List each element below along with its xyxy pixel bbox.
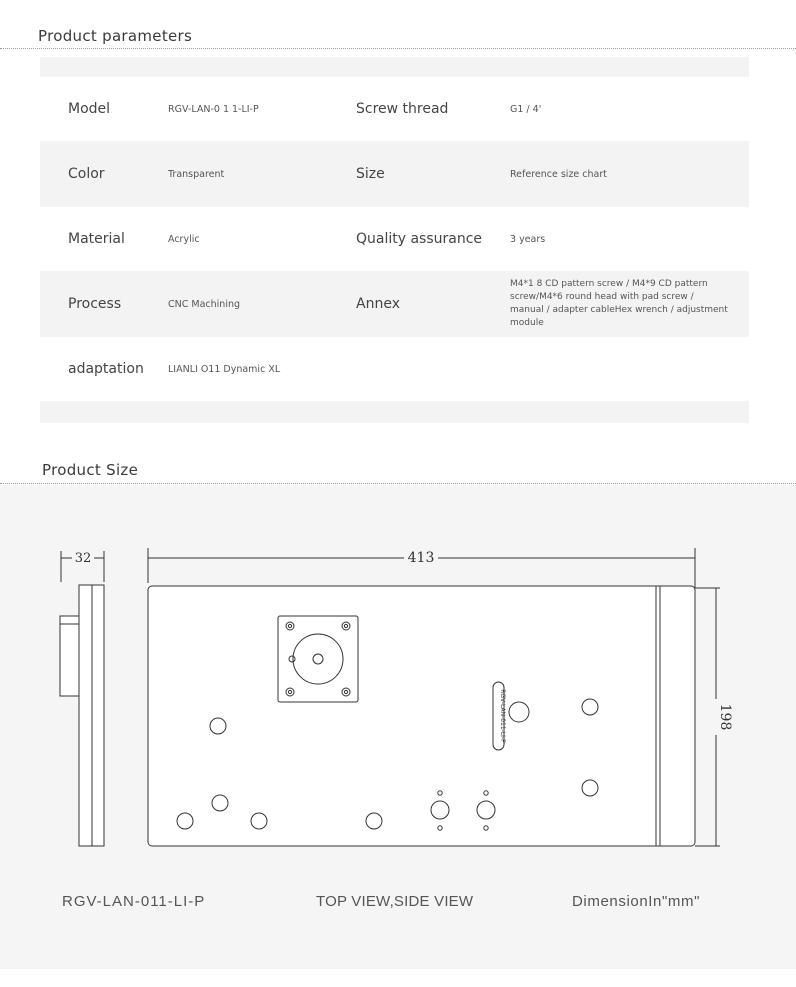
row-value: LIANLI O11 Dynamic XL xyxy=(168,363,281,375)
row-label: adaptation xyxy=(68,361,144,377)
row-value: Transparent xyxy=(168,168,225,180)
annex-line: manual / adapter cableHex wrench / adjustment xyxy=(510,305,728,315)
dim-side-label: 32 xyxy=(74,551,92,566)
row-label: Model xyxy=(68,101,111,117)
row-value: RGV-LAN-0 1 1-LI-P xyxy=(168,103,259,115)
annex-line: screw/M4*6 round head with pad screw / xyxy=(510,292,694,302)
caption-unit: DimensionIn"mm" xyxy=(572,893,701,910)
engraving-logo: RGV-LAN-011-LI-P xyxy=(499,689,506,743)
row-label: Size xyxy=(356,166,385,182)
side-view xyxy=(60,585,104,846)
dim-width-label: 413 xyxy=(407,550,435,566)
parameters-title: Product parameters xyxy=(38,27,193,45)
top-view xyxy=(148,586,695,846)
row-label: Quality assurance xyxy=(356,231,483,247)
caption-view: TOP VIEW,SIDE VIEW xyxy=(316,893,474,910)
row-label: Annex xyxy=(356,296,400,312)
row-label: Process xyxy=(68,296,122,312)
annex-line: module xyxy=(510,318,544,328)
row-label: Screw thread xyxy=(356,101,449,117)
annex-line: M4*1 8 CD pattern screw / M4*9 CD pattern xyxy=(510,279,708,289)
row-value: CNC Machining xyxy=(168,298,241,310)
row-value: Acrylic xyxy=(168,233,200,245)
row-value: Reference size chart xyxy=(510,168,607,180)
row-label: Material xyxy=(68,231,125,247)
row-label: Color xyxy=(68,166,105,182)
caption-model: RGV-LAN-011-LI-P xyxy=(62,893,206,910)
size-title: Product Size xyxy=(42,461,139,479)
row-value: 3 years xyxy=(510,233,546,245)
dim-height-label: 198 xyxy=(717,703,733,731)
row-value: G1 / 4' xyxy=(510,103,542,115)
